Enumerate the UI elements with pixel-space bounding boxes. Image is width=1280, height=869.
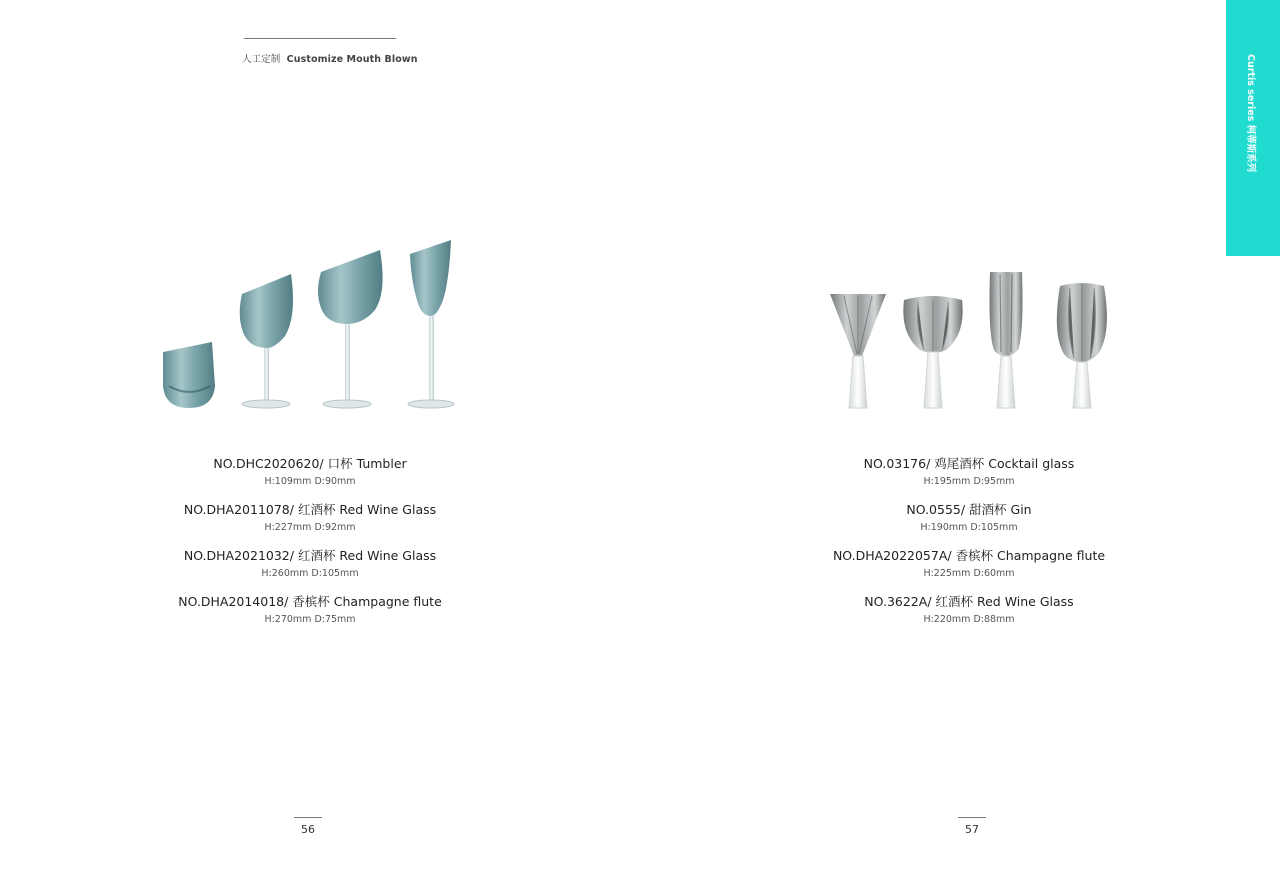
header-title xyxy=(242,51,418,65)
item-title: NO.0555/ 甜酒杯 Gin xyxy=(906,502,1032,517)
item-title: NO.DHA2014018/ 香槟杯 Champagne flute xyxy=(178,594,442,609)
header-title-en: Customize Mouth Blown xyxy=(286,54,418,65)
list-item xyxy=(160,548,460,581)
item-dimensions: H:270mm D:75mm xyxy=(264,614,356,625)
item-title: NO.DHA2021032/ 红酒杯 Red Wine Glass xyxy=(183,548,437,563)
list-item xyxy=(819,594,1119,627)
list-item xyxy=(819,456,1119,489)
item-dimensions: H:190mm D:105mm xyxy=(920,522,1018,533)
page-number-rule-right xyxy=(958,817,986,818)
item-dimensions: H:225mm D:60mm xyxy=(923,568,1015,579)
item-title: NO.DHC2020620/ 口杯 Tumbler xyxy=(213,456,407,471)
header-rule xyxy=(244,38,396,39)
cocktail-glass xyxy=(830,294,886,408)
list-item xyxy=(819,502,1119,535)
left-product-list xyxy=(160,456,460,640)
list-item xyxy=(160,456,460,489)
right-glasses-photo xyxy=(820,264,1120,416)
header-title-cn: 人工定制 xyxy=(242,54,281,65)
item-dimensions: H:195mm D:95mm xyxy=(923,476,1015,487)
red-wine-glass-2 xyxy=(318,250,383,408)
item-dimensions: H:109mm D:90mm xyxy=(264,476,356,487)
tumbler-glass xyxy=(163,342,215,408)
item-title: NO.DHA2011078/ 红酒杯 Red Wine Glass xyxy=(183,502,437,517)
gin-glass xyxy=(903,296,962,408)
item-title: NO.3622A/ 红酒杯 Red Wine Glass xyxy=(864,594,1074,609)
list-item xyxy=(819,548,1119,581)
series-side-tab-label: Curtis series 柯蒂斯系列 xyxy=(1245,54,1256,173)
item-dimensions: H:220mm D:88mm xyxy=(923,614,1015,625)
page-number-left: 56 xyxy=(301,823,315,836)
page-number-rule-left xyxy=(294,817,322,818)
item-dimensions: H:227mm D:92mm xyxy=(264,522,356,533)
right-product-list xyxy=(819,456,1119,640)
series-side-tab xyxy=(1226,0,1280,256)
item-dimensions: H:260mm D:105mm xyxy=(261,568,359,579)
list-item xyxy=(160,594,460,627)
red-wine-glass-right xyxy=(1057,283,1107,408)
left-glasses-photo xyxy=(155,236,465,416)
champagne-flute-right xyxy=(990,272,1023,408)
page-number-right: 57 xyxy=(965,823,979,836)
list-item xyxy=(160,502,460,535)
item-title: NO.DHA2022057A/ 香槟杯 Champagne flute xyxy=(832,548,1106,563)
champagne-flute xyxy=(408,240,454,408)
item-title: NO.03176/ 鸡尾酒杯 Cocktail glass xyxy=(863,456,1075,471)
red-wine-glass-1 xyxy=(240,274,293,408)
